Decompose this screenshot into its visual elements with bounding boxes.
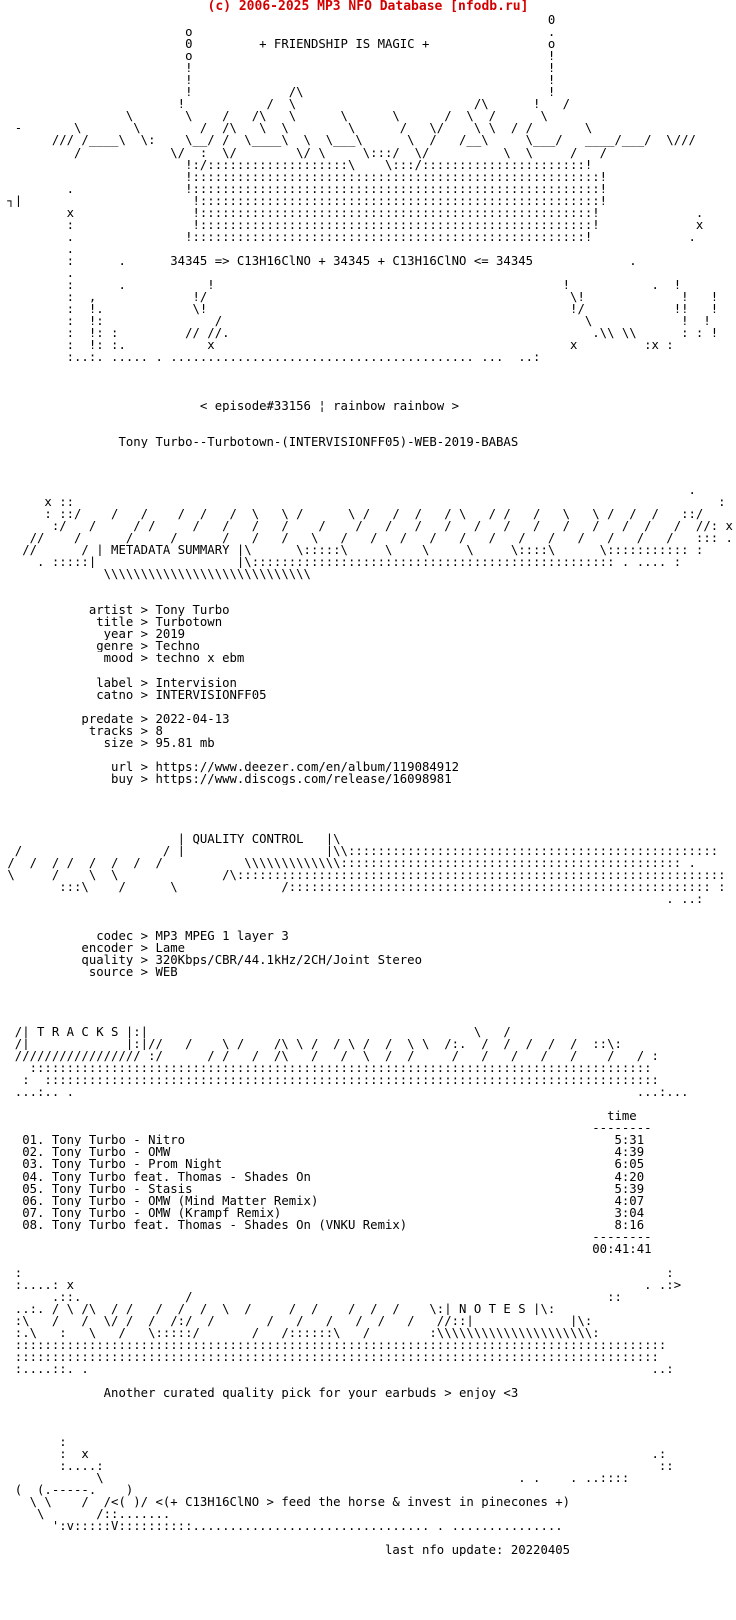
nfo-line xyxy=(0,424,736,436)
nfo-line: : . 34345 => C13H16ClNO + 34345 + C13H16ClNO <= 34345 . xyxy=(0,254,637,267)
nfo-line: \_______/::....... xyxy=(0,1507,171,1520)
nfo-line: ______________ _____ xyxy=(0,1013,519,1026)
nfo-line: genre > Techno xyxy=(0,640,200,653)
nfo-line: Another curated quality pick for your earbuds > enjoy <3 xyxy=(0,1387,519,1400)
nfo-line: : !. \! !/ !! ! xyxy=(0,303,719,316)
nfo-line: codec > MP3 MPEG 1 layer 3 xyxy=(0,929,289,942)
nfo-line: \_____/____\__\______________/\:::::::::::::::::::::::::::::::::::::::::::::::::::::::::::::::::: xyxy=(0,869,726,882)
nfo-line: ! ! xyxy=(0,74,556,87)
nfo-line: o ! xyxy=(0,50,556,63)
nfo-line xyxy=(0,412,736,424)
nfo-line xyxy=(0,1098,736,1110)
nfo-line xyxy=(0,1255,736,1267)
nfo-line: : , _!/ \!_ ! ! xyxy=(0,291,719,304)
nfo-line: :::::::::::::::::::::::::::::::::::::::::::::::::::::::::::::::::::::::::::::::::::: xyxy=(0,1062,652,1075)
nfo-line: _________\__ . . . ..:::: xyxy=(0,1471,630,1484)
nfo-line xyxy=(0,460,736,472)
nfo-line: /____________\/ : \/ \/ \_____\:::/ \/__________\_ \_____/___/ xyxy=(0,146,608,159)
nfo-line: Tony_Turbo--Turbotown-(INTERVISIONFF05)-WEB-2019-BABAS xyxy=(0,435,519,448)
nfo-ascii-document xyxy=(0,14,736,1556)
nfo-line: x :: ____ _____ ____ ____ ______ ____ ____ ____ ____ ____ ____ ____ : xyxy=(0,495,726,508)
nfo-line xyxy=(0,701,736,713)
nfo-line xyxy=(0,580,736,592)
nfo-line: ::::::::::::::::::::::::::::::::::::::::::::::::::::::::::::::::::::::::::::::::::::::: xyxy=(0,1351,659,1364)
nfo-database-header: (c) 2006-2025 MP3 NFO Database [nfodb.ru] xyxy=(207,0,529,14)
nfo-line: 07. Tony Turbo - OMW (Krampf Remix) 3:04 xyxy=(0,1206,645,1219)
nfo-line: ( (.-----. ) xyxy=(0,1483,134,1496)
nfo-line xyxy=(0,1399,736,1411)
nfo-line: :....::. . ..: xyxy=(0,1363,674,1376)
nfo-line: : xyxy=(0,1435,67,1448)
nfo-line xyxy=(0,387,736,399)
nfo-line: time xyxy=(0,1110,637,1123)
nfo-line: size > 95.81 mb xyxy=(0,736,215,749)
nfo-line: encoder > Lame xyxy=(0,941,186,954)
nfo-line: _______\ \____/ /\ \______\ \____ / \ / \_______ xyxy=(0,110,600,123)
nfo-line xyxy=(0,797,736,809)
nfo-line xyxy=(0,809,736,821)
nfo-line: :::::::::::::::::::::::::::::::::::::::::::::::::::::::::::::::::::::::::::::::::::::::: xyxy=(0,1339,667,1352)
nfo-line: 02. Tony Turbo - OMW 4:39 xyxy=(0,1146,645,1159)
nfo-line: / ___ ___ ___ / |___________________|\\:::::::::::::::::::::::::::::::::::::::::::::::::: xyxy=(0,845,719,858)
nfo-line: :....: :: xyxy=(0,1459,674,1472)
nfo-line xyxy=(0,905,736,917)
nfo-line: . _ ___!:::::::::::::::::::::::::::::::::::::::::::::::::::::!___ _ . xyxy=(0,230,696,243)
nfo-line xyxy=(0,1423,736,1435)
nfo-line: : x .: xyxy=(0,1447,667,1460)
nfo-line: . :::::|___________________|\::::::::::::::::::::::::::::::::::::::::::::::::: . .... : xyxy=(0,556,682,569)
nfo-line: / / /_/ / / /__/_________ \\\\\\\\\\\\\:::::::::::::::::::::::::::::::::::::::::::::: . xyxy=(0,857,696,870)
nfo-line: : !: :. x x :x : xyxy=(0,339,674,352)
nfo-line: mood > techno x ebm xyxy=(0,652,245,665)
nfo-line: ______!___ / \ _______ /\ _!___/ xyxy=(0,98,571,111)
nfo-line: /|_____________|:|// / _ \_/ __/\ \_/ /_\_/ / \ \__/:. / /__/ /__/ ::\: xyxy=(0,1037,622,1051)
nfo-line: : ::::::::::::::::::::::::::::::::::::::::::::::::::::::::::::::::::::::::::::::::::: xyxy=(0,1074,659,1087)
nfo-line: -------- xyxy=(0,1122,652,1135)
nfo-line: 08. Tony Turbo feat. Thomas - Shades On (VNKU Remix) 8:16 xyxy=(0,1218,645,1231)
nfo-line: ':v:::::V::::::::::................................ . ............... xyxy=(0,1519,563,1532)
nfo-line xyxy=(0,1002,736,1014)
nfo-line: 03. Tony Turbo - Prom Night 6:05 xyxy=(0,1158,645,1171)
nfo-line: :....: x _ . .:> xyxy=(0,1278,682,1291)
nfo-line: . xyxy=(0,242,75,255)
nfo-line: ____________________ xyxy=(0,821,334,834)
nfo-line: ┐| !::::::::::::::::::::::::::::::::::::::::::::::::::::::! xyxy=(0,194,608,207)
nfo-line: /| T R A C K S |:| ______ ____ ____ ______ \___/__ ____ ___ xyxy=(0,1025,622,1038)
nfo-line: < episode#33156 ¦ rainbow rainbow > xyxy=(0,399,460,412)
nfo-line xyxy=(0,665,736,677)
nfo-line: predate > 2022-04-13 xyxy=(0,712,230,725)
nfo-line: catno > INTERVISIONFF05 xyxy=(0,688,267,701)
nfo-line: . xyxy=(0,266,75,280)
nfo-line xyxy=(0,749,736,761)
nfo-line: artist > Tony Turbo xyxy=(0,604,230,617)
nfo-line: : . _ ___!_______________________________________________!___ _ . ! xyxy=(0,279,682,292)
nfo-line: last nfo update: 20220405 xyxy=(0,1543,571,1556)
nfo-line xyxy=(0,363,736,375)
nfo-line xyxy=(0,978,736,990)
nfo-line: x !:::::::::::::::::::::::::::::::::::::::::::::::::::::! . xyxy=(0,206,704,219)
nfo-line: \\\\\\\\\\\\\\\\\\\\\\\\\\\\ xyxy=(0,568,311,581)
nfo-line: ..:._/_\_/\ /_/ _/ /__/ \__/ /__/____/__/__/____\:| N O T E S |\: xyxy=(0,1303,556,1316)
nfo-line: !:/:::::::::::::::::::\____\:::/::::::::::::::::::::::! xyxy=(0,158,593,171)
nfo-line xyxy=(0,375,736,387)
nfo-line xyxy=(0,990,736,1002)
nfo-line: 05. Tony Turbo - Stasis 5:39 xyxy=(0,1182,645,1195)
nfo-line xyxy=(0,1411,736,1423)
nfo-line: buy > https://www.discogs.com/release/16098981 xyxy=(0,772,452,785)
nfo-line: -------- xyxy=(0,1230,652,1243)
nfo-line xyxy=(0,472,736,484)
nfo-line: ___________________ | QUALITY CONTROL |\ xyxy=(0,833,341,846)
nfo-line: label > Intervision xyxy=(0,676,237,689)
nfo-line: _//____/______/_____/______/___/___/___\___/___/___/___/___/___/___/___/___/___/___/___/___::: . xyxy=(0,532,733,545)
nfo-line: 01. Tony Turbo - Nitro 5:31 xyxy=(0,1134,645,1147)
nfo-line: year > 2019 xyxy=(0,628,186,641)
nfo-line: . xyxy=(0,483,696,496)
nfo-line: url > https://www.deezer.com/en/album/119084912 xyxy=(0,760,460,773)
nfo-line xyxy=(0,1375,736,1387)
nfo-line xyxy=(0,448,736,460)
nfo-line xyxy=(0,1532,736,1544)
nfo-line: ...:.. . ...:... xyxy=(0,1086,689,1099)
nfo-line: 04. Tony Turbo feat. Thomas - Shades On 4:20 xyxy=(0,1170,645,1183)
nfo-line: __:/_ /___ _/ /___ _/ / / / / __/ / / / / / / / / / / /__//: x xyxy=(0,519,733,533)
nfo-line: : !: _ __/ \__ _ ! ! xyxy=(0,315,711,328)
nfo-line: 0 xyxy=(0,14,556,27)
nfo-line: quality > 320Kbps/CBR/44.1kHz/2CH/Joint Stereo xyxy=(0,953,422,966)
nfo-line: title > Turbotown xyxy=(0,616,223,629)
nfo-line xyxy=(0,785,736,797)
nfo-line: 06. Tony Turbo - OMW (Mind Matter Remix) 4:07 xyxy=(0,1194,645,1207)
nfo-line: :.\___:___\___/___\:::::/_______/___/::::::\___/________:\\\\\\\\\\\\\\\\\\\\\: xyxy=(0,1327,600,1340)
nfo-line: source > WEB xyxy=(0,965,178,978)
nfo-line: : : xyxy=(0,1266,674,1279)
nfo-line: tracks > 8 xyxy=(0,724,163,737)
nfo-line: !:::::::::::::::::::::::::::::::::::::::::::::::::::::::! xyxy=(0,170,608,183)
nfo-line: :::\____/ \______________/::::::::::::::::::::::::::::::::::::::::::::::::::::::::: : xyxy=(0,881,726,894)
nfo-line: ! /\ ! _ xyxy=(0,86,585,99)
nfo-line: : !:::::::::::::::::::::::::::::::::::::::::::::::::::::! x xyxy=(0,218,704,231)
nfo-line: . ..: xyxy=(0,893,704,906)
nfo-line: :\___/___/__\/ /__/ /:/__/_______/___/___/___/__/___/___//::|_____________|\: xyxy=(0,1315,593,1328)
nfo-line: 00:41:41 xyxy=(0,1242,652,1255)
nfo-line: \ \____/ /<(_)/ <(+ C13H16ClNO > feed the horse & invest in pinecones +) xyxy=(0,1495,571,1508)
nfo-line xyxy=(0,918,736,930)
nfo-line xyxy=(0,592,736,604)
nfo-line: /// /____\ \: \__/ / \____\ \ \___\ \ / /__\ \___/ ____/___/ \/// xyxy=(0,134,696,147)
nfo-line: //______/ | METADATA SUMMARY |\______\:::::\_____\____\_____\_____\::::\______\::::::::::: : xyxy=(0,544,704,557)
nfo-line: : !: : // //. .\\ \\ : : ! xyxy=(0,327,719,340)
nfo-line: :..:. ..... . ......................................... ... ..: xyxy=(0,351,541,364)
nfo-line: . !:::::::::::::::::::::::::::::::::::::::::::::::::::::::! xyxy=(0,182,608,195)
nfo-line: .::. _____/_____ ____________ ____ _______________ :: xyxy=(0,1290,622,1304)
nfo-line: - ___ _ \____ \ _/ /\ \ \ _____\ / \/ \ \__/ /___ \ _ ____ _ xyxy=(0,122,659,135)
nfo-line: ///////////////// :/______/_/___/__/\___/___/__\__/__/_____/___/___/___/___/____/___/ : xyxy=(0,1050,659,1063)
nfo-line: ! ! xyxy=(0,62,556,75)
nfo-line: : ::/ __/ / __/ / /__\ \_/ _ \_/ /__/ /_\ /_/ /___\ \_/ / / ::/ xyxy=(0,507,704,520)
nfo-line: o . xyxy=(0,26,556,39)
nfo-line: 0 + FRIENDSHIP IS MAGIC + o xyxy=(0,38,556,51)
